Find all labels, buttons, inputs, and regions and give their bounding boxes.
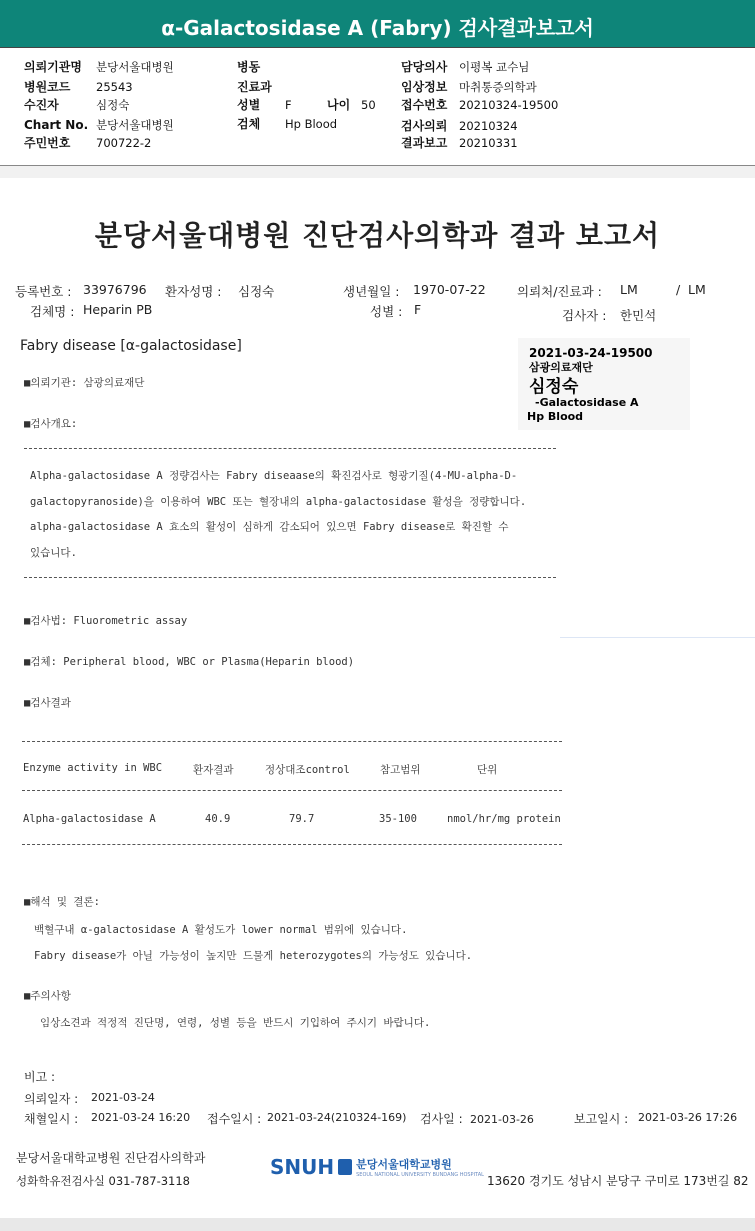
table-cell-control: 79.7 <box>289 813 315 825</box>
test-date-label: 검사일 : <box>420 1112 463 1126</box>
header-item: Chart No. 분당서울대병원 <box>24 118 174 132</box>
logo-mark-icon <box>338 1159 352 1175</box>
dept-separator: / <box>676 282 681 297</box>
patient-label: 환자성명 : <box>165 284 222 299</box>
req-date-label: 의뢰일자 : <box>24 1092 79 1106</box>
logo-english-name: SEOUL NATIONAL UNIVERSITY BUNDANG HOSPITAL <box>356 1172 484 1178</box>
page-bottom-bar <box>0 1218 755 1231</box>
header-item: 진료과 <box>237 80 272 94</box>
table-cell-unit: nmol/hr/mg protein <box>447 813 561 825</box>
interpretation-heading: ■해석 및 결론: <box>24 896 101 908</box>
result-heading: ■검사결과 <box>24 697 71 709</box>
sex-label: 성별 : <box>370 304 403 319</box>
table-header-control: 정상대조control <box>265 764 350 776</box>
header-item: 임상정보 마취통증의학과 <box>401 80 537 94</box>
header-item: 검사의뢰 20210324 <box>401 119 518 133</box>
overview-line: galactopyranoside)을 이용하여 WBC 또는 혈장내의 alpha-galactosidase 활성을 정량합니다. <box>30 496 527 508</box>
overview-line: Alpha-galactosidase A 정량검사는 Fabry diseaase의 확진검사로 형광기질(4-MU-alpha-D- <box>30 470 518 482</box>
header-item: 검체 Hp Blood <box>237 117 338 131</box>
dept-label: 의뢰처/진료과 : <box>517 284 602 299</box>
label-accession: 2021-03-24-19500 <box>529 346 653 360</box>
scan-artifact-line <box>560 637 755 638</box>
table-cell-test: Alpha-galactosidase A <box>23 813 156 825</box>
report-header-title: α-Galactosidase A (Fabry) 검사결과보고서 <box>0 0 755 48</box>
dob: 1970-07-22 <box>413 282 486 297</box>
receive-time: 2021-03-24(210324-169) <box>267 1111 407 1124</box>
header-item: 담당의사 이평복 교수님 <box>401 60 530 74</box>
overview-line: alpha-galactosidase A 효소의 활성이 심하게 감소되어 있으면 Fabry disease로 확진할 수 <box>30 521 509 533</box>
header-item: 성별 F <box>237 98 292 112</box>
caution-heading: ■주의사항 <box>24 990 71 1002</box>
header-item: 병원코드 25543 <box>24 80 133 94</box>
table-cell-result: 40.9 <box>205 813 231 825</box>
footer-dept: 분당서울대학교병원 진단검사의학과 <box>16 1151 206 1165</box>
receive-label: 접수일시 : <box>207 1112 262 1126</box>
logo-korean-name: 분당서울대학교병원 <box>356 1158 452 1171</box>
header-item: 접수번호 20210324-19500 <box>401 98 559 112</box>
org-line: ■의뢰기관: 삼광의료재단 <box>24 377 145 389</box>
table-header-unit: 단위 <box>477 764 498 776</box>
interpretation-line: Fabry disease가 아닐 가능성이 높지만 드물게 heterozygotes의 가능성도 있습니다. <box>34 950 473 962</box>
specimen-label: 검체명 : <box>30 304 75 319</box>
caution-line: 임상소견과 적정적 진단명, 연령, 성별 등을 반드시 기입하여 주시기 바랍니다. <box>40 1017 431 1029</box>
header-item: 의뢰기관명 분당서울대병원 <box>24 60 174 74</box>
reg-no: 33976796 <box>83 282 147 297</box>
label-specimen: Hp Blood <box>527 410 584 423</box>
examiner: 한민석 <box>620 308 657 323</box>
footer-address: 13620 경기도 성남시 분당구 구미로 173번길 82 <box>487 1174 749 1188</box>
collect-label: 채혈일시 : <box>24 1112 79 1126</box>
table-header-test: Enzyme activity in WBC <box>23 762 163 774</box>
patient-name: 심정숙 <box>238 284 275 299</box>
sex: F <box>414 302 422 317</box>
table-bottom-rule <box>22 844 562 845</box>
method-line: ■검사법: Fluorometric assay <box>24 615 188 627</box>
header-item: 결과보고 20210331 <box>401 136 518 150</box>
report-time: 2021-03-26 17:26 <box>638 1111 738 1124</box>
divider-shade <box>0 166 755 178</box>
header-item-age: 나이 50 <box>327 98 376 112</box>
header-item: 수진자 심정숙 <box>24 98 130 112</box>
logo-text: SNUH <box>270 1155 335 1179</box>
specimen: Heparin PB <box>83 302 153 317</box>
dashed-divider <box>24 448 556 449</box>
examiner-label: 검사자 : <box>562 308 607 323</box>
remark-label: 비고 : <box>24 1070 56 1084</box>
req-date: 2021-03-24 <box>91 1091 155 1104</box>
dashed-divider <box>24 577 556 578</box>
table-header-result: 환자결과 <box>193 764 234 776</box>
collect-time: 2021-03-24 16:20 <box>91 1111 191 1124</box>
table-header-range: 참고범위 <box>380 764 421 776</box>
test-date: 2021-03-26 <box>470 1113 534 1126</box>
dept-2: LM <box>688 282 706 297</box>
table-top-rule <box>22 741 562 742</box>
specimen-label-sticker <box>518 338 690 430</box>
overview-line: 있습니다. <box>30 547 77 559</box>
reg-no-label: 등록번호 : <box>15 284 72 299</box>
label-org: 삼광의료재단 <box>529 361 593 374</box>
footer-lab: 성화학유전검사실 031-787-3118 <box>16 1174 190 1188</box>
hospital-logo <box>270 1155 484 1179</box>
section-title: Fabry disease [α-galactosidase] <box>20 338 242 354</box>
label-patient: 심정숙 <box>529 377 579 397</box>
header-item: 병동 <box>237 60 261 74</box>
dob-label: 생년월일 : <box>343 284 400 299</box>
specimen-line: ■검체: Peripheral blood, WBC or Plasma(Heparin blood) <box>24 656 355 668</box>
table-header-rule <box>22 790 562 791</box>
dept-1: LM <box>620 282 638 297</box>
table-cell-range: 35-100 <box>379 813 417 825</box>
report-title: 분당서울대병원 진단검사의학과 결과 보고서 <box>94 219 661 252</box>
header-item: 주민번호 700722-2 <box>24 136 152 150</box>
report-time-label: 보고일시 : <box>574 1112 629 1126</box>
overview-heading: ■검사개요: <box>24 418 78 430</box>
label-test: -Galactosidase A <box>535 396 639 409</box>
interpretation-line: 백혈구내 α-galactosidase A 활성도가 lower normal 범위에 있습니다. <box>34 924 408 936</box>
